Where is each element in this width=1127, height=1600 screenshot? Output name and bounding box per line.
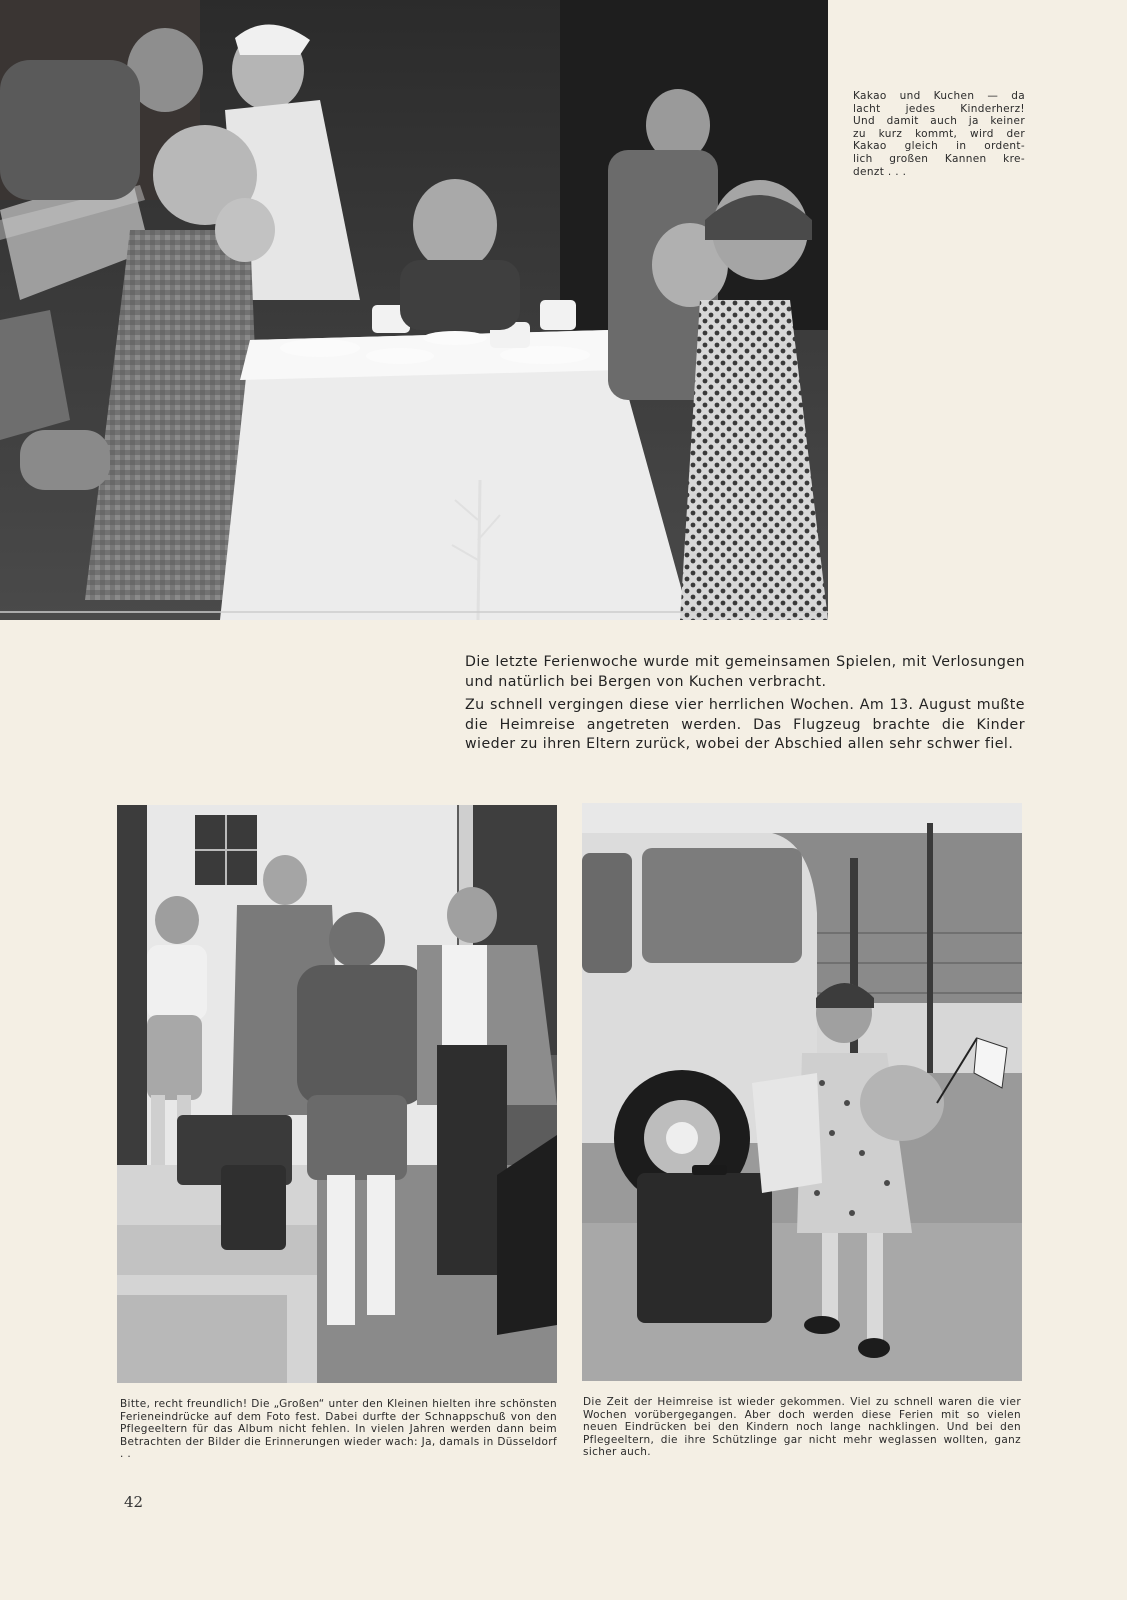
caption-right-text: Die Zeit der Heimreise ist wieder gekommen. Viel zu schnell waren die vier Wochen vorübergegangen. Aber doch werden diese Ferien mit so vielen neuen Eindrücken bei den Kindern noch lange nachklingen. Und bei den Pflegeeltern, die ihre Schützlinge gar nicht mehr weglassen wollten, ganz sicher auch. bbox=[583, 1396, 1021, 1459]
photo-kakao-table bbox=[0, 0, 828, 620]
caption-left-text: Bitte, recht freundlich! Die „Großen“ unter den Kleinen hielten ihre schönsten Ferieneindrücke auf dem Foto fest. Dabei durfte der Schnappschuß von den Pflegeeltern für das Album nicht fehlen. In vielen Jahren werden dann beim Betrachten der Bilder die Erinnerungen wieder wach: Ja, damals in Düsseldorf . . bbox=[120, 1398, 557, 1461]
top-caption-line: lich großen Kannen kre- bbox=[853, 152, 1025, 165]
body-paragraph-1: Die letzte Ferienwoche wurde mit gemeinsamen Spielen, mit Verlosungen und natürlich bei Bergen von Kuchen verbracht. bbox=[465, 654, 1025, 690]
caption-left bbox=[120, 1398, 557, 1461]
top-caption-line: denzt . . . bbox=[853, 165, 907, 178]
top-caption-line: zu kurz kommt, wird der bbox=[853, 127, 1025, 140]
photo-departure-house bbox=[117, 805, 557, 1383]
top-caption-line: Kakao gleich in ordent- bbox=[853, 140, 1025, 153]
page-number: 42 bbox=[124, 1493, 144, 1511]
body-paragraph-2: Zu schnell vergingen diese vier herrlichen Wochen. Am 13. August mußte die Heimreise angetreten werden. Das Flugzeug brachte die Kinder wieder zu ihren Eltern zurück, wobei der Abschied allen sehr schwer fiel. bbox=[465, 697, 1025, 752]
top-caption bbox=[853, 90, 1025, 178]
caption-right bbox=[583, 1396, 1021, 1459]
top-caption-line: lacht jedes Kinderherz! bbox=[853, 102, 1025, 115]
photo-girl-car bbox=[582, 803, 1022, 1381]
article-body bbox=[465, 653, 1025, 759]
top-caption-line: Und damit auch ja keiner bbox=[853, 115, 1025, 128]
top-caption-line: Kakao und Kuchen — da bbox=[853, 90, 1025, 102]
